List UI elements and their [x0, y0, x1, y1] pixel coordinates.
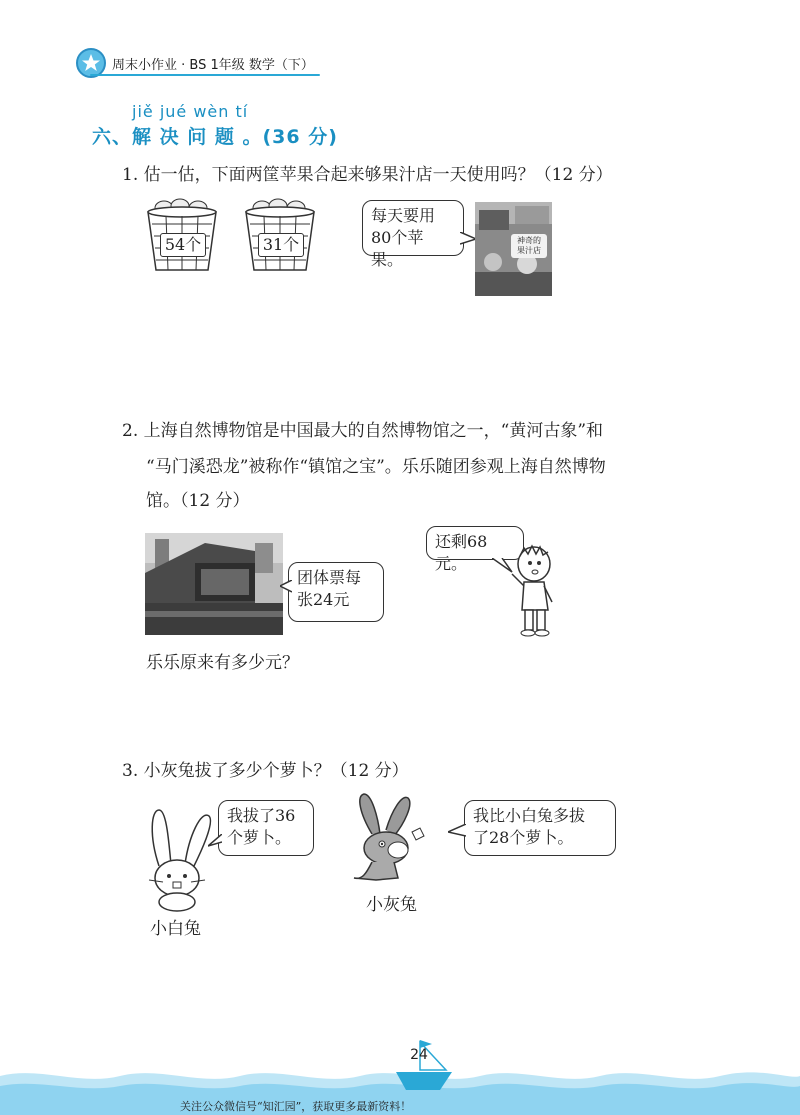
- q1-bubble-line2: 80个苹果。: [371, 228, 424, 269]
- basket-2: [244, 196, 316, 268]
- q2-text-line1: 2. 上海自然博物馆是中国最大的自然博物馆之一，“黄河古象”和: [122, 421, 604, 441]
- section-pinyin: jiě jué wèn tí: [132, 102, 249, 121]
- q2-text-line2: “马门溪恐龙”被称作“镇馆之宝”。乐乐随团参观上海自然博物: [146, 457, 606, 477]
- gray-bubble-line2: 了28个萝卜。: [473, 828, 574, 847]
- q1-text: 1. 估一估，下面两筐苹果合起来够果汁店一天使用吗？（12 分）: [122, 165, 613, 185]
- q2-text-line3: 馆。（12 分）: [146, 491, 250, 511]
- ticket-bubble-line2: 张24元: [297, 590, 350, 609]
- ticket-price-bubble: [288, 562, 384, 622]
- ticket-bubble-line1: 团体票每: [297, 568, 362, 587]
- museum-image: [145, 533, 283, 635]
- shop-sign-line2: 果汁店: [517, 246, 541, 255]
- basket-2-label: 31个: [258, 233, 304, 257]
- q1-speech-bubble: [362, 200, 464, 269]
- bubble-tail: [280, 580, 292, 594]
- basket-1-label: 54个: [160, 233, 206, 257]
- header-underline: [90, 74, 320, 76]
- shop-sign-line1: 神奇的: [517, 236, 541, 245]
- remaining-bubble-text: 还剩68元。: [435, 532, 488, 573]
- bubble-tail: [460, 232, 476, 246]
- museum-photo: [145, 533, 283, 635]
- white-bubble-line2: 个萝卜。: [227, 828, 292, 847]
- page-header: [76, 48, 316, 78]
- gray-rabbit-illustration: [346, 790, 432, 886]
- juice-shop-photo: [475, 202, 552, 296]
- white-rabbit-illustration: [145, 806, 215, 912]
- page-number: 24: [410, 1047, 428, 1063]
- q3-text: 3. 小灰兔拔了多少个萝卜？（12 分）: [122, 761, 409, 781]
- gray-rabbit-label: 小灰兔: [366, 895, 417, 915]
- bubble-tail: [448, 824, 466, 838]
- header-title: 周末小作业 · BS 1年级 数学（下）: [112, 58, 314, 73]
- gray-rabbit-bubble: [464, 800, 616, 856]
- gray-bubble-line1: 我比小白兔多拔: [473, 806, 586, 825]
- footer-note: 关注公众微信号“知汇园”，获取更多最新资料！: [180, 1100, 412, 1113]
- white-bubble-line1: 我拔了36: [227, 806, 296, 825]
- bubble-tail: [208, 834, 222, 850]
- white-rabbit-label: 小白兔: [150, 919, 201, 939]
- white-rabbit-bubble: [218, 800, 314, 856]
- section-title: 六、解 决 问 题 。(36 分): [92, 126, 338, 148]
- q1-bubble-line1: 每天要用: [371, 206, 436, 225]
- q2-question: 乐乐原来有多少元？: [146, 653, 299, 673]
- boy-illustration: [508, 544, 556, 638]
- basket-1: [146, 196, 218, 268]
